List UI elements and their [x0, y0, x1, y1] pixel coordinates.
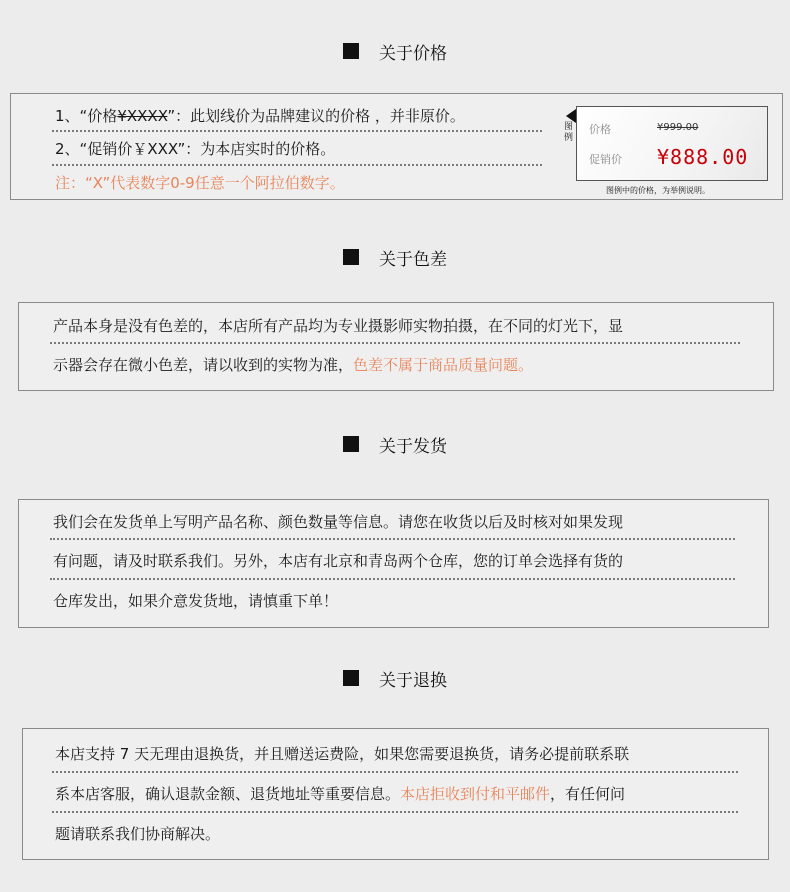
return-line-2-highlight: 本店拒收到付和平邮件	[400, 785, 551, 803]
dotted-divider	[50, 342, 740, 344]
dotted-divider	[52, 164, 542, 166]
square-bullet-icon	[343, 43, 359, 59]
price-example-card	[576, 106, 768, 181]
price-line-1-strike: ¥XXXX	[117, 107, 168, 125]
price-note: 注：“X”代表数字0-9任意一个阿拉伯数字。	[55, 174, 345, 192]
return-line-2	[55, 783, 625, 804]
shipping-line-1: 我们会在发货单上写明产品名称、颜色数量等信息。请您在收货以后及时核对如果发现	[53, 513, 624, 531]
shipping-section-title	[0, 432, 790, 456]
dotted-divider	[52, 811, 738, 813]
dotted-divider	[52, 771, 738, 773]
example-promo-label: 促销价	[589, 153, 622, 166]
example-caption: 图例中的价格，为举例说明。	[606, 186, 710, 195]
pointer-arrow-icon	[566, 109, 576, 123]
square-bullet-icon	[343, 249, 359, 265]
price-line-1-prefix: 1、“价格	[55, 107, 118, 125]
shipping-line-3: 仓库发出，如果介意发货地，请慎重下单！	[53, 592, 339, 610]
shipping-section-title-text: 关于发货	[379, 436, 447, 457]
dotted-divider	[52, 130, 542, 132]
price-line-1	[55, 105, 465, 126]
example-old-price: ¥999.00	[657, 122, 699, 133]
return-line-2-suffix: ，有任何问	[550, 785, 626, 803]
return-section-title-text: 关于退换	[379, 670, 447, 691]
price-line-2: 2、“促销价￥XXX”：为本店实时的价格。	[55, 140, 336, 158]
return-section-title	[0, 666, 790, 690]
color-line-2	[53, 354, 533, 375]
color-section-title	[0, 245, 790, 269]
color-line-2-text: 示器会存在微小色差，请以收到的实物为准，	[53, 356, 354, 374]
return-line-1: 本店支持 7 天无理由退换货，并且赠送运费险，如果您需要退换货，请务必提前联系联	[55, 745, 630, 763]
shipping-line-2: 有问题，请及时联系我们。另外，本店有北京和青岛两个仓库，您的订单会选择有货的	[53, 552, 624, 570]
dotted-divider	[50, 538, 735, 540]
example-promo-price: ¥888.00	[657, 145, 749, 169]
price-section-title	[0, 39, 790, 63]
example-price-label: 价格	[589, 123, 611, 136]
price-line-1-suffix: ”：此划线价为品牌建议的价格 ，并非原价。	[167, 107, 465, 125]
return-line-2-text: 系本店客服，确认退款金额、退货地址等重要信息。	[55, 785, 401, 803]
price-section-title-text: 关于价格	[379, 43, 447, 64]
color-section-title-text: 关于色差	[379, 249, 447, 270]
square-bullet-icon	[343, 436, 359, 452]
color-line-2-highlight: 色差不属于商品质量问题。	[353, 356, 534, 374]
dotted-divider	[50, 578, 735, 580]
color-line-1: 产品本身是没有色差的，本店所有产品均为专业摄影师实物拍摄，在不同的灯光下，显	[53, 317, 624, 335]
square-bullet-icon	[343, 670, 359, 686]
example-side-label: 图例	[564, 122, 574, 143]
return-line-3: 题请联系我们协商解决。	[55, 825, 221, 843]
